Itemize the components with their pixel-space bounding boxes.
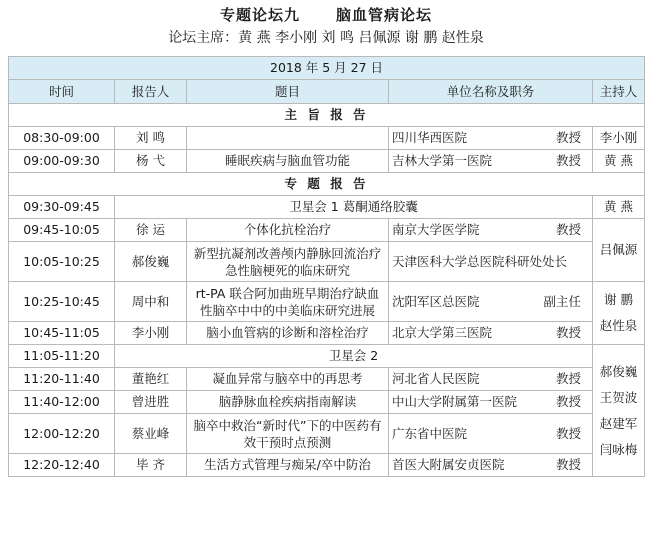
row-speaker: 曾进胜 <box>115 391 187 414</box>
forum-title <box>0 4 652 24</box>
row-speaker: 杨 弋 <box>115 150 187 173</box>
row-speaker: 蔡业峰 <box>115 414 187 454</box>
row-time: 10:45-11:05 <box>9 322 115 345</box>
row-time: 12:20-12:40 <box>9 454 115 477</box>
row-unit: 天津医科大学总医院科研处处长 <box>389 242 593 282</box>
row-speaker: 李小刚 <box>115 322 187 345</box>
col-unit: 单位名称及职务 <box>389 80 593 104</box>
row-time: 11:40-12:00 <box>9 391 115 414</box>
section-special: 专 题 报 告 <box>9 173 645 196</box>
row-topic: 脑静脉血栓疾病指南解读 <box>187 391 389 414</box>
col-time: 时间 <box>9 80 115 104</box>
row-speaker: 周中和 <box>115 282 187 322</box>
row-host: 李小刚 <box>593 127 645 150</box>
row-speaker: 董艳红 <box>115 368 187 391</box>
schedule-date: 2018 年 5 月 27 日 <box>9 57 645 80</box>
row-speaker: 徐 运 <box>115 219 187 242</box>
row-topic: 生活方式管理与痴呆/卒中防治 <box>187 454 389 477</box>
row-time: 09:45-10:05 <box>9 219 115 242</box>
row-topic: 个体化抗栓治疗 <box>187 219 389 242</box>
host-group-b: 谢 鹏 赵性泉 <box>593 282 645 345</box>
row-speaker: 毕 齐 <box>115 454 187 477</box>
row-topic: 脑卒中救治“新时代”下的中医药有效干预时点预测 <box>187 414 389 454</box>
row-time: 11:05-11:20 <box>9 345 115 368</box>
forum-chairs: 论坛主席：黄 燕 李小刚 刘 鸣 吕佩源 谢 鹏 赵性泉 <box>168 30 484 46</box>
table-row <box>9 454 645 477</box>
satellite-title: 卫星会 2 <box>115 345 593 368</box>
satellite-row <box>9 345 645 368</box>
table-row <box>9 368 645 391</box>
row-time: 12:00-12:20 <box>9 414 115 454</box>
row-topic: rt-PA 联合阿加曲班早期治疗缺血性脑卒中中的中美临床研究进展 <box>187 282 389 322</box>
col-topic: 题目 <box>187 80 389 104</box>
table-row <box>9 322 645 345</box>
row-topic <box>187 127 389 150</box>
row-unit: 沈阳军区总医院 副主任 <box>389 282 593 322</box>
row-topic: 脑小血管病的诊断和溶栓治疗 <box>187 322 389 345</box>
row-host: 黄 燕 <box>593 150 645 173</box>
row-topic: 睡眠疾病与脑血管功能 <box>187 150 389 173</box>
row-time: 08:30-09:00 <box>9 127 115 150</box>
table-row <box>9 219 645 242</box>
row-time: 10:05-10:25 <box>9 242 115 282</box>
row-topic: 新型抗凝剂改善颅内静脉回流治疗急性脑梗死的临床研究 <box>187 242 389 282</box>
table-row <box>9 150 645 173</box>
row-unit: 河北省人民医院 教授 <box>389 368 593 391</box>
row-time: 10:25-10:45 <box>9 282 115 322</box>
satellite-title: 卫星会 1 葛酮通络胶囊 <box>115 196 593 219</box>
table-row <box>9 414 645 454</box>
row-speaker: 刘 鸣 <box>115 127 187 150</box>
row-time: 09:30-09:45 <box>9 196 115 219</box>
row-unit: 四川华西医院 教授 <box>389 127 593 150</box>
forum-number: 专题论坛九 <box>219 6 300 24</box>
host-group-a: 吕佩源 <box>593 219 645 282</box>
row-unit: 中山大学附属第一医院 教授 <box>389 391 593 414</box>
row-unit: 北京大学第三医院 教授 <box>389 322 593 345</box>
col-host: 主持人 <box>593 80 645 104</box>
col-speaker: 报告人 <box>115 80 187 104</box>
row-topic: 凝血异常与脑卒中的再思考 <box>187 368 389 391</box>
row-time: 11:20-11:40 <box>9 368 115 391</box>
satellite-row <box>9 196 645 219</box>
table-row <box>9 242 645 282</box>
row-unit: 首医大附属安贞医院 教授 <box>389 454 593 477</box>
section-keynote: 主 旨 报 告 <box>9 104 645 127</box>
table-row <box>9 127 645 150</box>
row-unit: 南京大学医学院 教授 <box>389 219 593 242</box>
table-row <box>9 282 645 322</box>
schedule-table <box>8 56 645 477</box>
row-host: 黄 燕 <box>593 196 645 219</box>
row-time: 09:00-09:30 <box>9 150 115 173</box>
row-speaker: 郝俊巍 <box>115 242 187 282</box>
forum-name: 脑血管病论坛 <box>336 6 433 24</box>
host-group-c: 郝俊巍 王贺波 赵建军 闫咏梅 <box>593 345 645 477</box>
table-row <box>9 391 645 414</box>
row-unit: 广东省中医院 教授 <box>389 414 593 454</box>
row-unit: 吉林大学第一医院 教授 <box>389 150 593 173</box>
